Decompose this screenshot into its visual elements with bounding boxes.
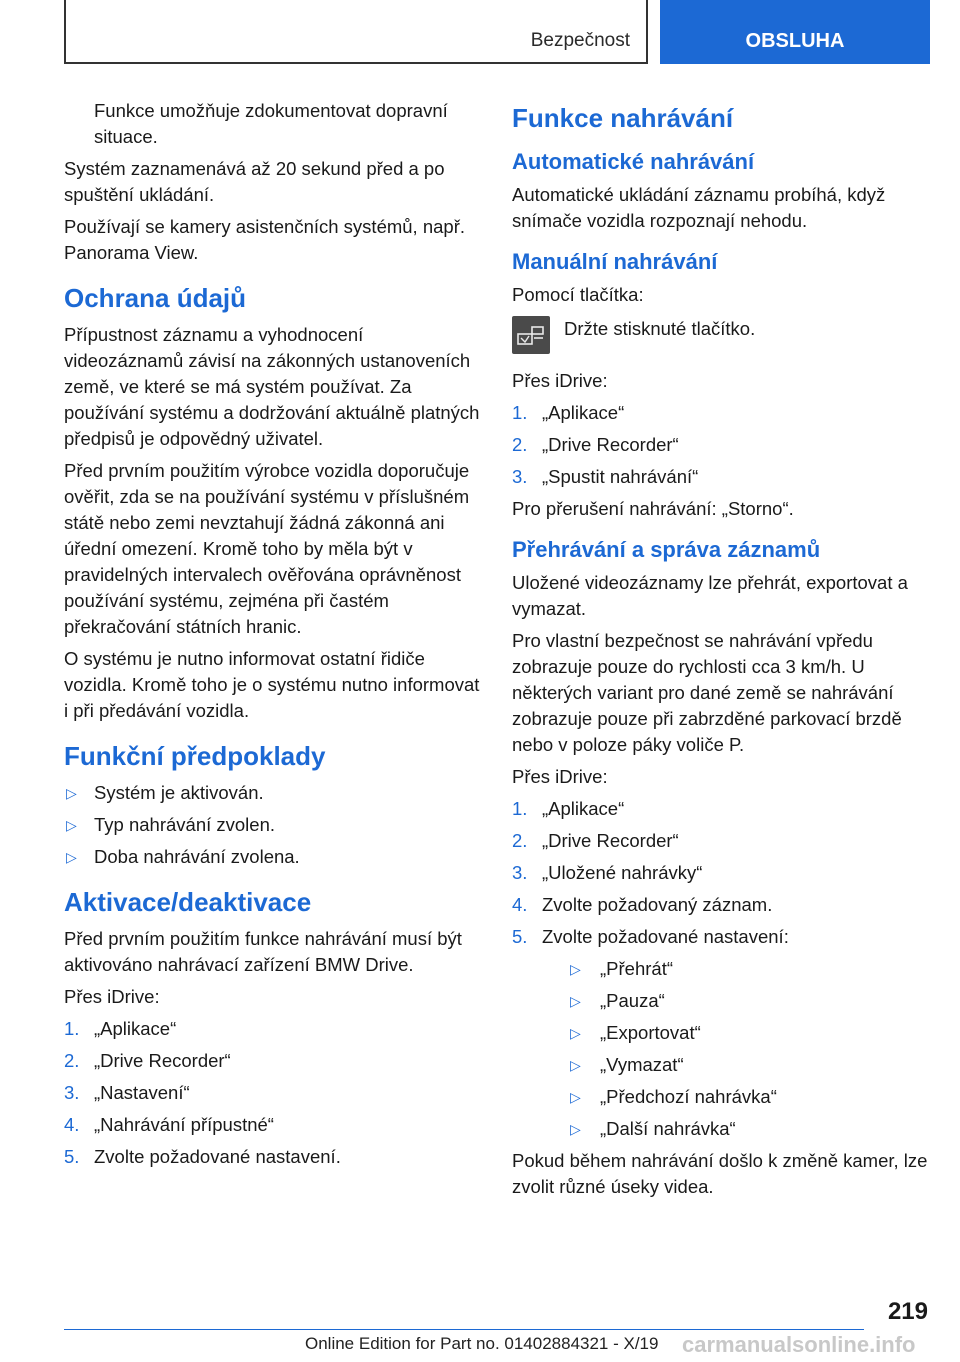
- list-item: ▷ „Exportovat“: [570, 1020, 930, 1046]
- paragraph-cancel: Pro přerušení nahrávání: „Storno“.: [512, 498, 794, 519]
- list-item: 2. „Drive Recorder“: [64, 1050, 231, 1071]
- heading-data-protection: Ochrana údajů: [64, 283, 247, 313]
- list-item: 1. „Aplikace“: [64, 1018, 177, 1039]
- list-item: ▷ Doba nahrávání zvolena.: [64, 844, 482, 870]
- list-item: ▷ „Pauza“: [570, 988, 930, 1014]
- list-item: ▷ Typ nahrávání zvolen.: [64, 812, 482, 838]
- paragraph-inform-drivers: O systému je nutno informovat ostatní řidiče vozidla. Kromě toho je o systému nutno informovat i při předávání vozidla.: [64, 648, 480, 721]
- header-section-title: Bezpečnost: [530, 30, 630, 51]
- triangle-bullet-icon: ▷: [570, 1121, 581, 1137]
- page-header: [64, 0, 930, 64]
- paragraph-via-idrive: Přes iDrive:: [64, 986, 160, 1007]
- list-item: ▷ „Předchozí nahrávka“: [570, 1084, 930, 1110]
- heading-automatic-recording: Automatické nahrávání: [512, 149, 755, 174]
- heading-prerequisites: Funkční předpoklady: [64, 741, 326, 771]
- button-instruction-text: Držte stisknuté tlačítko.: [564, 318, 756, 339]
- prerequisites-list: [64, 780, 482, 870]
- triangle-bullet-icon: ▷: [570, 993, 581, 1009]
- list-item: 4. „Nahrávání přípustné“: [64, 1114, 274, 1135]
- list-item: 1. „Aplikace“: [512, 798, 625, 819]
- paragraph-automatic: Automatické ukládání záznamu probíhá, když snímače vozidla rozpoznají nehodu.: [512, 184, 886, 231]
- manual-recording-steps: [512, 400, 930, 490]
- triangle-bullet-icon: ▷: [570, 961, 581, 977]
- header-chapter-label: OBSLUHA: [745, 29, 845, 52]
- list-item: ▷ „Vymazat“: [570, 1052, 930, 1078]
- page-number: 219: [887, 1298, 928, 1325]
- right-column: [512, 98, 930, 1206]
- paragraph-recording-time: Systém zaznamenává až 20 sekund před a po spuštění ukládání.: [64, 158, 445, 205]
- paragraph-activation: Před prvním použitím funkce nahrávání musí být aktivováno nahrávací zařízení BMW Drive.: [64, 928, 462, 975]
- list-item: 5. Zvolte požadované nastavení.: [64, 1146, 341, 1167]
- paragraph-camera-change: Pokud během nahrávání došlo k změně kamer, lze zvolit různé úseky videa.: [512, 1150, 928, 1197]
- list-item: 3. „Spustit nahrávání“: [512, 466, 699, 487]
- button-instruction: [512, 316, 930, 354]
- list-item: 1. „Aplikace“: [512, 402, 625, 423]
- list-item: 5. Zvolte požadované nastavení: ▷ „Přehrát“ ▷ „Pauza“ ▷ „Exportovat“ ▷ „Vymazat“ ▷ „Předchozí nahrávka“ ▷ „Další nahrávka“: [512, 924, 930, 1142]
- triangle-bullet-icon: ▷: [570, 1057, 581, 1073]
- paragraph-via-idrive: Přes iDrive:: [512, 766, 608, 787]
- triangle-bullet-icon: ▷: [570, 1089, 581, 1105]
- drive-recorder-button-icon: [512, 316, 550, 354]
- list-item: 3. „Uložené nahrávky“: [512, 862, 703, 883]
- paragraph-recommendation: Před prvním použitím výrobce vozidla doporučuje ověřit, zda se na používání systému v příslušném státě nebo zemi nevztahují žádná zákonná ani úřední omezení. Kromě toho by měla být v pravidelných intervalech ověřována oprávněnost používání systému, zejména při častém překračování státních hranic.: [64, 460, 470, 637]
- playback-options-list: [570, 956, 930, 1142]
- left-column: [64, 98, 482, 1176]
- heading-playback-management: Přehrávání a správa záznamů: [512, 537, 821, 562]
- footer-divider: [64, 1329, 864, 1330]
- header-chapter-tab: [660, 0, 930, 64]
- list-item: 2. „Drive Recorder“: [512, 434, 679, 455]
- activation-steps: [64, 1016, 482, 1170]
- footer-edition-text: Online Edition for Part no. 01402884321 - X/19: [305, 1334, 659, 1353]
- list-item: 2. „Drive Recorder“: [512, 830, 679, 851]
- heading-activation: Aktivace/deaktivace: [64, 887, 312, 917]
- watermark-text: carmanualsonline.info: [682, 1332, 916, 1357]
- list-item: 3. „Nastavení“: [64, 1082, 190, 1103]
- heading-recording-function: Funkce nahrávání: [512, 103, 734, 133]
- triangle-bullet-icon: ▷: [66, 849, 77, 865]
- header-section-box: [64, 0, 648, 64]
- triangle-bullet-icon: ▷: [66, 785, 77, 801]
- heading-manual-recording: Manuální nahrávání: [512, 249, 718, 274]
- list-item: 4. Zvolte požadovaný záznam.: [512, 894, 773, 915]
- list-item: ▷ „Přehrát“: [570, 956, 930, 982]
- paragraph-via-idrive: Přes iDrive:: [512, 370, 608, 391]
- playback-steps: [512, 796, 930, 1142]
- triangle-bullet-icon: ▷: [66, 817, 77, 833]
- paragraph-safety: Pro vlastní bezpečnost se nahrávání vpředu zobrazuje pouze do rychlosti cca 3 km/h. U některých variant pro dané země se nahrávání zobrazuje pouze při zabrzděné parkovací brzdě nebo v poloze páky voliče P.: [512, 630, 902, 755]
- list-item: ▷ „Další nahrávka“: [570, 1116, 930, 1142]
- paragraph-cameras: Používají se kamery asistenčních systémů, např. Panorama View.: [64, 216, 466, 263]
- triangle-bullet-icon: ▷: [570, 1025, 581, 1041]
- list-item: ▷ Systém je aktivován.: [64, 780, 482, 806]
- paragraph-using-button: Pomocí tlačítka:: [512, 284, 644, 305]
- paragraph-legal: Přípustnost záznamu a vyhodnocení videozáznamů závisí na zákonných ustanoveních země, ve které se má systém používat. Za používání systému a dodržování aktuálně platných předpisů je odpovědný uživatel.: [64, 324, 480, 449]
- paragraph-saved-videos: Uložené videozáznamy lze přehrát, exportovat a vymazat.: [512, 572, 908, 619]
- intro-paragraph: Funkce umožňuje zdokumentovat dopravní situace.: [94, 100, 448, 147]
